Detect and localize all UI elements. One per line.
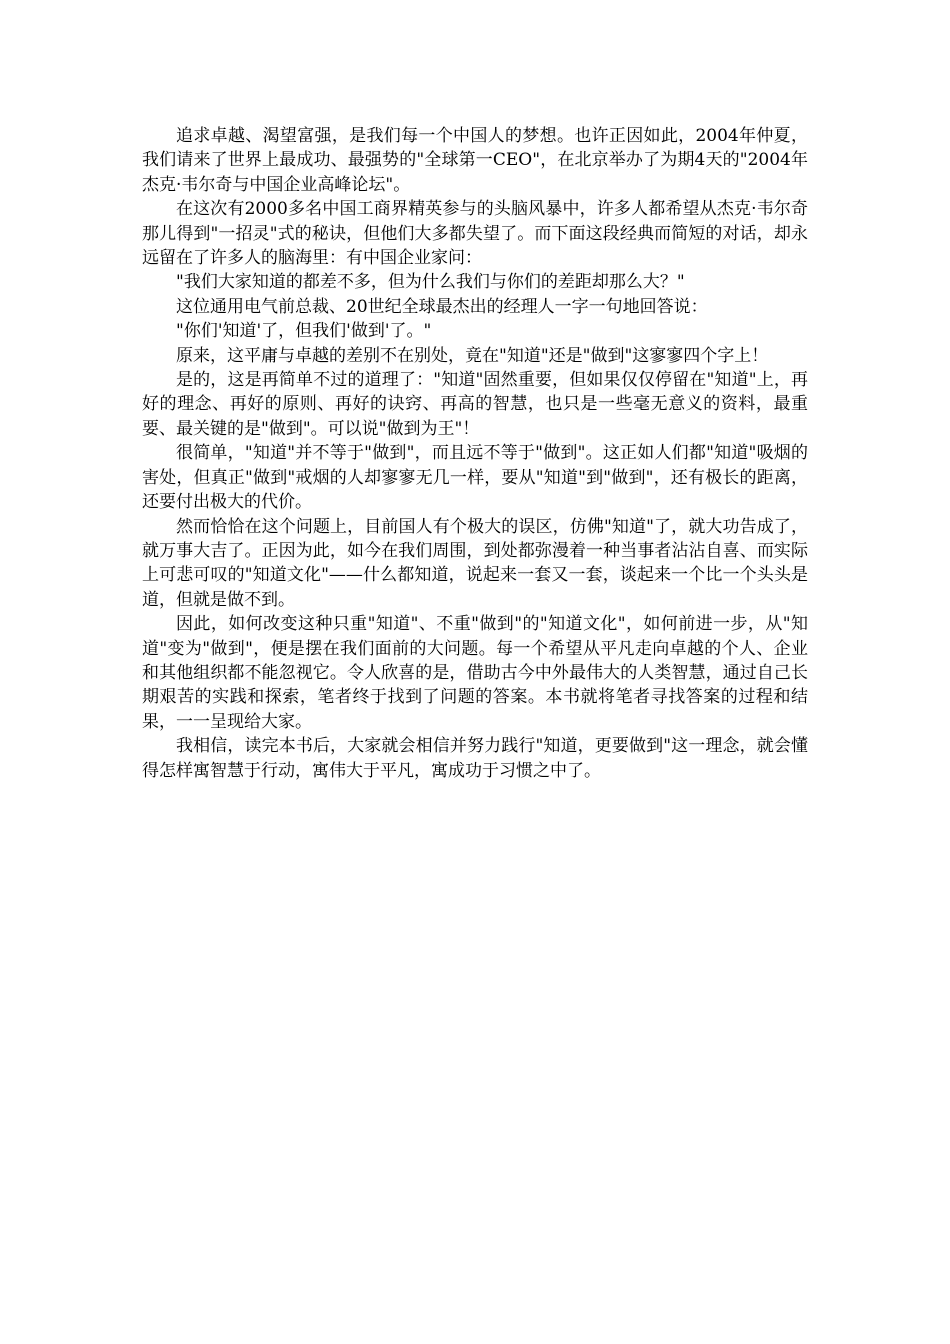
paragraph-intro: 追求卓越、渴望富强，是我们每一个中国人的梦想。也许正因如此，2004年仲夏，我们请来了世界上最成功、最强势的"全球第一CEO"，在北京举办了为期4天的"2004年杰克·韦尔奇与中国企业高峰论坛"。 bbox=[142, 126, 808, 195]
paragraph-answer-intro: 这位通用电气前总裁、20世纪全球最杰出的经理人一字一句地回答说： bbox=[176, 296, 708, 317]
paragraph-solution: 因此，如何改变这种只重"知道"、不重"做到"的"知道文化"，如何前进一步，从"知道"变为"做到"，便是摆在我们面前的大问题。每一个希望从平凡走向卓越的个人、企业和其他组织都不能忽视它。令人欣喜的是，借助古今中外最伟大的人类智慧，通过自己长期艰苦的实践和探索，笔者终于找到了问题的答案。本书就将笔者寻找答案的过程和结果，一一呈现给大家。 bbox=[142, 614, 808, 732]
paragraph-answer: "你们'知道'了，但我们'做到'了。" bbox=[176, 321, 432, 342]
paragraph-smoking: 很简单，"知道"并不等于"做到"，而且远不等于"做到"。这正如人们都"知道"吸烟的害处，但真正"做到"戒烟的人却寥寥无几一样，要从"知道"到"做到"，还有极长的距离，还要付出极大的代价。 bbox=[142, 443, 808, 513]
paragraph-simple-truth: 是的，这是再简单不过的道理了："知道"固然重要，但如果仅仅停留在"知道"上，再好的理念、再好的原则、再好的诀窍、再高的智慧，也只是一些毫无意义的资料，最重要、最关键的是"做到"。可以说"做到为王"！ bbox=[142, 370, 808, 439]
paragraph-conclusion: 我相信，读完本书后，大家就会相信并努力践行"知道，更要做到"这一理念，就会懂得怎样寓智慧于行动，寓伟大于平凡，寓成功于习惯之中了。 bbox=[142, 736, 808, 781]
paragraph-difference: 原来，这平庸与卓越的差别不在别处，竟在"知道"还是"做到"这寥寥四个字上！ bbox=[176, 345, 769, 366]
paragraph-question: "我们大家知道的都差不多，但为什么我们与你们的差距却那么大？" bbox=[176, 272, 685, 293]
paragraph-misconception: 然而恰恰在这个问题上，目前国人有个极大的误区，仿佛"知道"了，就大功告成了，就万事大吉了。正因为此，如今在我们周围，到处都弥漫着一种当事者沾沾自喜、而实际上可悲可叹的"知道文化"——什么都知道，说起来一套又一套，谈起来一个比一个头头是道，但就是做不到。 bbox=[142, 516, 808, 610]
document-body bbox=[142, 124, 808, 783]
paragraph-forum: 在这次有2000多名中国工商界精英参与的头脑风暴中，许多人都希望从杰克·韦尔奇那儿得到"一招灵"式的秘诀，但他们大多都失望了。而下面这段经典而简短的对话，却永远留在了许多人的脑海里：有中国企业家问： bbox=[142, 199, 808, 269]
